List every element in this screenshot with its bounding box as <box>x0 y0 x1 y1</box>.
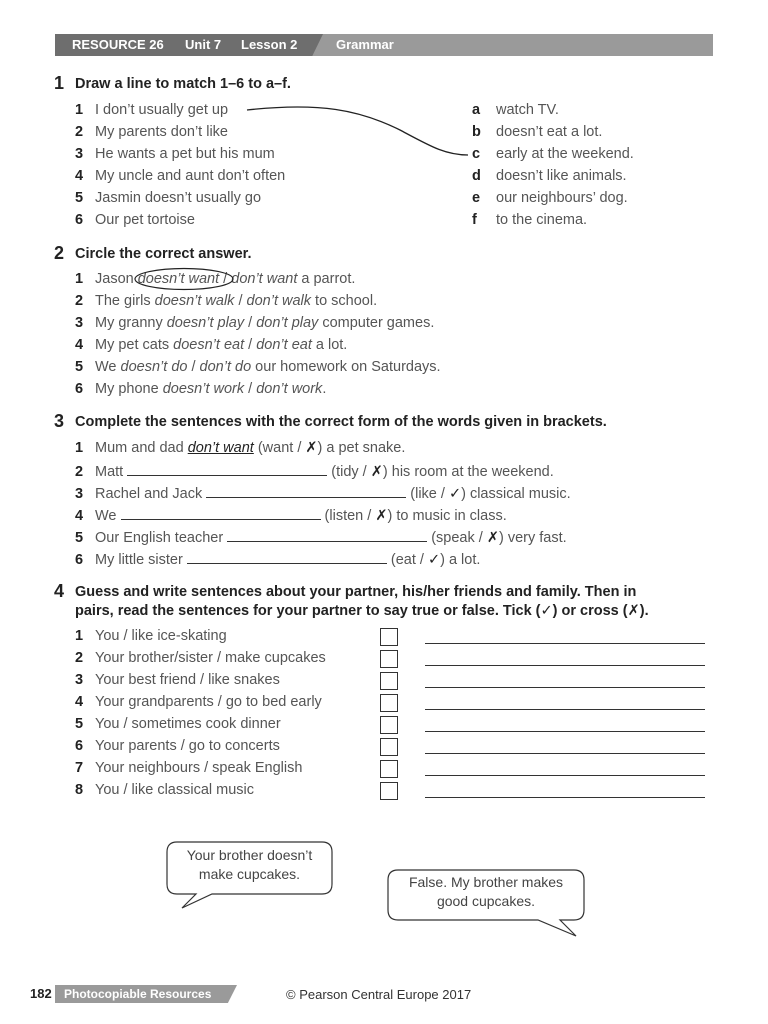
match-right-item: c early at the weekend. <box>472 146 634 162</box>
section-label: Grammar <box>336 37 394 52</box>
match-right-item: e our neighbours’ dog. <box>472 190 628 206</box>
footer-label: Photocopiable Resources <box>64 987 212 1001</box>
tick-box[interactable] <box>380 760 398 778</box>
circle-item: 1 Jason doesn’t want / don’t want a parrot. <box>75 271 356 287</box>
writing-line[interactable] <box>425 709 705 710</box>
match-left-item: 6 Our pet tortoise <box>75 212 195 228</box>
exercise-title: Circle the correct answer. <box>75 246 252 262</box>
circle-item: 2 The girls doesn’t walk / don’t walk to school. <box>75 293 378 309</box>
answer-blank[interactable] <box>121 505 321 520</box>
exercise-title: Complete the sentences with the correct form of the words given in brackets. <box>75 414 607 430</box>
circle-item: 5 We doesn’t do / don’t do our homework on Saturdays. <box>75 359 441 375</box>
gap-fill-item: 6 My little sister (eat / ✓) a lot. <box>75 549 480 569</box>
match-left-item: 3 He wants a pet but his mum <box>75 146 275 162</box>
match-example-line <box>0 0 768 260</box>
exercise-title: Draw a line to match 1–6 to a–f. <box>75 76 291 92</box>
answer-blank[interactable] <box>206 483 406 498</box>
tick-box[interactable] <box>380 672 398 690</box>
circle-item: 4 My pet cats doesn’t eat / don’t eat a lot. <box>75 337 348 353</box>
match-left-item: 5 Jasmin doesn’t usually go <box>75 190 262 206</box>
match-right-item: b doesn’t eat a lot. <box>472 124 603 140</box>
exercise-title-line-1: Guess and write sentences about your partner, his/her friends and family. Then in <box>75 584 637 600</box>
guess-item: 6 Your parents / go to concerts <box>75 738 280 754</box>
bubble-right-text: False. My brother makes good cupcakes. <box>408 874 564 909</box>
exercise-title-line-2: pairs, read the sentences for your partner to say true or false. Tick (✓) or cross (✗). <box>75 603 649 619</box>
match-left-item: 1 I don’t usually get up <box>75 102 229 118</box>
answer-blank[interactable] <box>127 461 327 476</box>
gap-fill-item: 2 Matt (tidy / ✗) his room at the weekend. <box>75 461 554 481</box>
bubble-left-text: Your brother doesn’t make cupcakes. <box>186 847 313 882</box>
speech-bubbles-graphic <box>0 830 768 950</box>
exercise-number: 3 <box>54 411 65 431</box>
guess-item: 7 Your neighbours / speak English <box>75 760 303 776</box>
writing-line[interactable] <box>425 687 705 688</box>
answer-blank[interactable] <box>187 549 387 564</box>
resource-label: RESOURCE 26 <box>72 37 164 52</box>
guess-item: 1 You / like ice-skating <box>75 628 227 644</box>
exercise-number: 2 <box>54 243 65 263</box>
tick-box[interactable] <box>380 694 398 712</box>
page-number: 182 <box>30 986 52 1001</box>
tick-box[interactable] <box>380 716 398 734</box>
unit-label: Unit 7 <box>185 37 222 52</box>
match-left-item: 2 My parents don’t like <box>75 124 228 140</box>
exercise-number: 1 <box>54 73 65 93</box>
example-sentence: 1 Mum and dad don’t want (want / ✗) a pet snake. <box>75 440 406 456</box>
match-right-item: a watch TV. <box>472 102 559 118</box>
example-circle <box>132 266 242 292</box>
writing-line[interactable] <box>425 753 705 754</box>
guess-item: 3 Your best friend / like snakes <box>75 672 280 688</box>
answer-blank[interactable] <box>227 527 427 542</box>
writing-line[interactable] <box>425 643 705 644</box>
writing-line[interactable] <box>425 775 705 776</box>
lesson-label: Lesson 2 <box>241 37 298 52</box>
guess-item: 5 You / sometimes cook dinner <box>75 716 281 732</box>
copyright: © Pearson Central Europe 2017 <box>286 987 472 1002</box>
tick-box[interactable] <box>380 628 398 646</box>
tick-box[interactable] <box>380 650 398 668</box>
writing-line[interactable] <box>425 797 705 798</box>
tick-box[interactable] <box>380 738 398 756</box>
circle-item: 6 My phone doesn’t work / don’t work. <box>75 381 327 397</box>
circle-item: 3 My granny doesn’t play / don’t play computer games. <box>75 315 435 331</box>
tick-box[interactable] <box>380 782 398 800</box>
exercise-number: 4 <box>54 581 65 601</box>
match-right-item: d doesn’t like animals. <box>472 168 627 184</box>
guess-item: 8 You / like classical music <box>75 782 255 798</box>
match-right-item: f to the cinema. <box>472 212 588 228</box>
match-left-item: 4 My uncle and aunt don’t often <box>75 168 286 184</box>
gap-fill-item: 4 We (listen / ✗) to music in class. <box>75 505 507 525</box>
gap-fill-item: 3 Rachel and Jack (like / ✓) classical music. <box>75 483 571 503</box>
writing-line[interactable] <box>425 731 705 732</box>
guess-item: 4 Your grandparents / go to bed early <box>75 694 322 710</box>
gap-fill-item: 5 Our English teacher (speak / ✗) very fast. <box>75 527 567 547</box>
writing-line[interactable] <box>425 665 705 666</box>
guess-item: 2 Your brother/sister / make cupcakes <box>75 650 326 666</box>
